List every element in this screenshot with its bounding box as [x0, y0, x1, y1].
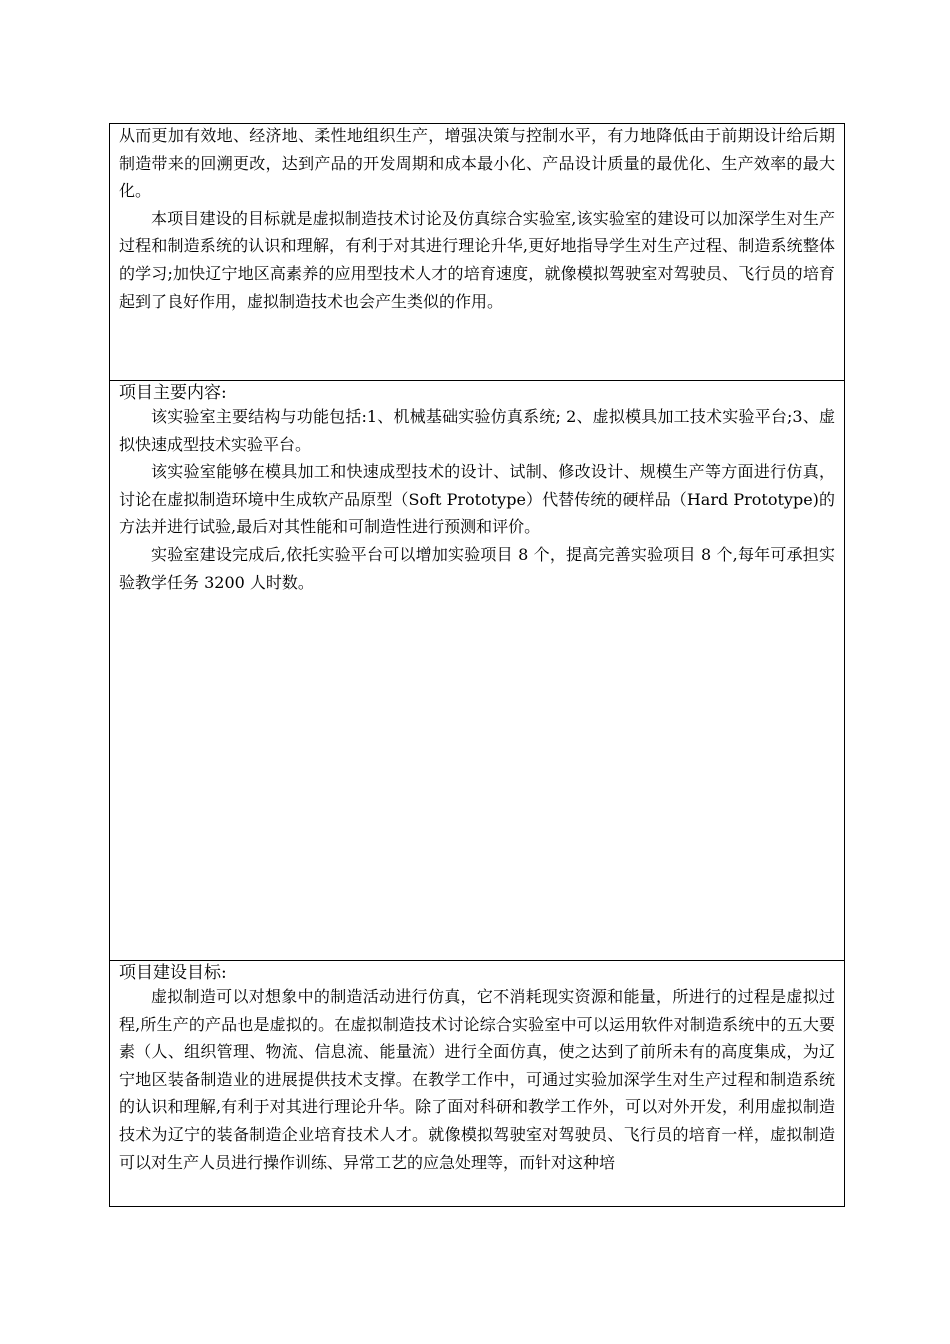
- section-construction-goal: [110, 961, 844, 1206]
- paragraph: 从而更加有效地、经济地、柔性地组织生产，增强决策与控制水平，有力地降低由于前期设计给后期制造带来的回溯更改，达到产品的开发周期和成本最小化、产品设计质量的最优化、生产效率的最大化。: [119, 126, 835, 201]
- section-main-content: [110, 381, 844, 961]
- paragraph: 实验室建设完成后,依托实验平台可以增加实验项目 8 个，提高完善实验项目 8 个,每年可承担实验教学任务 3200 人时数。: [119, 544, 835, 592]
- paragraph: 该实验室主要结构与功能包括:1、机械基础实验仿真系统; 2、虚拟模具加工技术实验平台;3、虚拟快速成型技术实验平台。: [119, 407, 835, 454]
- paragraph: 虚拟制造可以对想象中的制造活动进行仿真，它不消耗现实资源和能量，所进行的过程是虚拟过程,所生产的产品也是虚拟的。在虚拟制造技术讨论综合实验室中可以运用软件对制造系统中的五大要素（人、组织管理、物流、信息流、能量流）进行全面仿真，使之达到了前所未有的高度集成，为辽宁地区装备制造业的进展提供技术支撑。在教学工作中，可通过实验加深学生对生产过程和制造系统的认识和理解,有利于对其进行理论升华。除了面对科研和教学工作外，可以对外开发，利用虚拟制造技术为辽宁的装备制造企业培育技术人才。就像模拟驾驶室对驾驶员、飞行员的培育一样，虚拟制造可以对生产人员进行操作训练、异常工艺的应急处理等，而针对这种培: [119, 987, 835, 1172]
- section-heading: 项目主要内容:: [119, 383, 227, 403]
- paragraph: 该实验室能够在模具加工和快速成型技术的设计、试制、修改设计、规模生产等方面进行仿真，讨论在虚拟制造环境中生成软产品原型（Soft Prototype）代替传统的硬样品（Hard Prototype)的方法并进行试验,最后对其性能和可制造性进行预测和评价。: [119, 462, 835, 537]
- section-continuation: [110, 124, 844, 381]
- section-heading: 项目建设目标:: [119, 963, 227, 983]
- project-form-table: [109, 123, 845, 1207]
- paragraph: 本项目建设的目标就是虚拟制造技术讨论及仿真综合实验室,该实验室的建设可以加深学生对生产过程和制造系统的认识和理解，有利于对其进行理论升华,更好地指导学生对生产过程、制造系统整体的学习;加快辽宁地区高素养的应用型技术人才的培育速度，就像模拟驾驶室对驾驶员、飞行员的培育起到了良好作用，虚拟制造技术也会产生类似的作用。: [119, 208, 835, 311]
